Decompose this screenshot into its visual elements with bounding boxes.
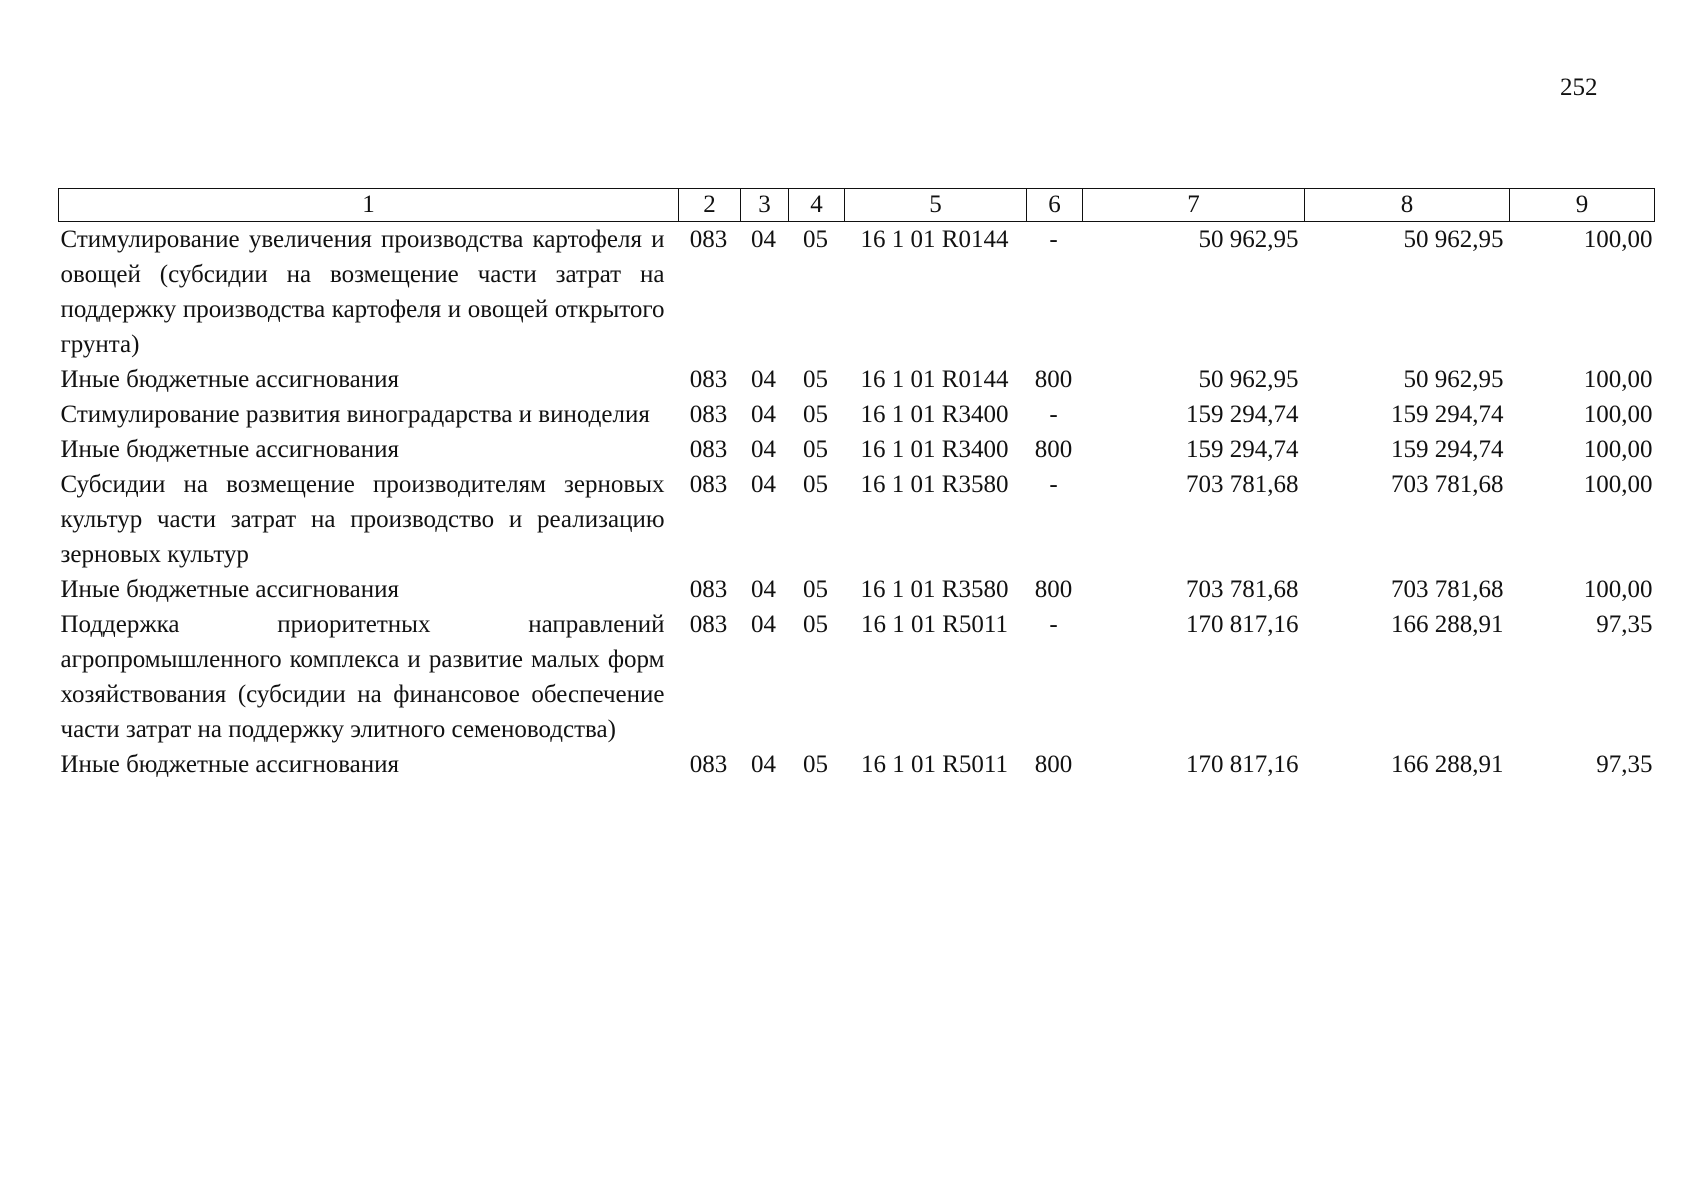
row-subsection-code: 05: [803, 436, 828, 463]
row-section-code: 04: [751, 471, 776, 498]
row-actual-amount: 50 962,95: [1403, 226, 1504, 253]
row-percent: 100,00: [1583, 366, 1653, 393]
row-actual-amount: 50 962,95: [1403, 366, 1504, 393]
row-section-code: 04: [751, 576, 776, 603]
table-row: [59, 607, 1655, 747]
row-subsection-code: 05: [803, 751, 828, 778]
row-name: Стимулирование развития виноградарства и виноделия: [60, 401, 650, 428]
header-col-3: 3: [741, 189, 789, 222]
row-percent: 100,00: [1583, 226, 1653, 253]
row-ministry-code: 083: [689, 226, 728, 253]
row-target-code: 16 1 01 R5011: [861, 611, 1008, 638]
row-expense-type: -: [1049, 471, 1058, 498]
page-number: 252: [1560, 74, 1598, 101]
row-target-code: 16 1 01 R3400: [860, 401, 1009, 428]
row-subsection-code: 05: [803, 576, 828, 603]
row-planned-amount: 50 962,95: [1198, 366, 1299, 393]
row-subsection-code: 05: [803, 401, 828, 428]
row-ministry-code: 083: [689, 751, 728, 778]
row-actual-amount: 703 781,68: [1391, 576, 1504, 603]
row-percent: 100,00: [1583, 471, 1653, 498]
table-body: [59, 222, 1655, 783]
row-percent: 97,35: [1596, 751, 1653, 778]
row-target-code: 16 1 01 R0144: [860, 366, 1009, 393]
row-section-code: 04: [751, 401, 776, 428]
row-actual-amount: 159 294,74: [1391, 401, 1504, 428]
row-planned-amount: 159 294,74: [1186, 401, 1299, 428]
row-subsection-code: 05: [803, 366, 828, 393]
table-row: [59, 432, 1655, 467]
row-planned-amount: 159 294,74: [1186, 436, 1299, 463]
header-col-1: 1: [59, 189, 679, 222]
row-expense-type: -: [1049, 401, 1058, 428]
row-name: Иные бюджетные ассигнования: [60, 366, 400, 393]
row-ministry-code: 083: [689, 436, 728, 463]
row-name: Стимулирование увеличения производства картофеля и овощей (субсидии на возмещение части затрат на поддержку производства картофеля и овощей открытого грунта): [60, 226, 665, 358]
row-name: Иные бюджетные ассигнования: [60, 436, 400, 463]
row-subsection-code: 05: [803, 471, 828, 498]
row-subsection-code: 05: [803, 226, 828, 253]
row-section-code: 04: [751, 751, 776, 778]
row-target-code: 16 1 01 R3580: [860, 471, 1009, 498]
row-ministry-code: 083: [689, 471, 728, 498]
row-ministry-code: 083: [689, 401, 728, 428]
row-actual-amount: 166 288,91: [1391, 751, 1504, 778]
row-target-code: 16 1 01 R0144: [860, 226, 1009, 253]
header-col-9: 9: [1510, 189, 1655, 222]
row-ministry-code: 083: [689, 366, 728, 393]
row-expense-type: 800: [1034, 576, 1073, 603]
row-target-code: 16 1 01 R3580: [860, 576, 1009, 603]
table-header: [59, 189, 1655, 222]
budget-table: [58, 188, 1655, 782]
row-percent: 100,00: [1583, 576, 1653, 603]
row-section-code: 04: [751, 366, 776, 393]
row-ministry-code: 083: [689, 576, 728, 603]
row-percent: 100,00: [1583, 436, 1653, 463]
row-percent: 97,35: [1596, 611, 1653, 638]
row-planned-amount: 703 781,68: [1186, 576, 1299, 603]
row-subsection-code: 05: [803, 611, 828, 638]
header-col-2: 2: [679, 189, 741, 222]
header-col-8: 8: [1305, 189, 1510, 222]
row-planned-amount: 703 781,68: [1186, 471, 1299, 498]
row-percent: 100,00: [1583, 401, 1653, 428]
row-actual-amount: 159 294,74: [1391, 436, 1504, 463]
row-section-code: 04: [751, 436, 776, 463]
row-expense-type: 800: [1034, 436, 1073, 463]
header-col-7: 7: [1083, 189, 1305, 222]
row-name: Иные бюджетные ассигнования: [60, 751, 400, 778]
row-section-code: 04: [751, 611, 776, 638]
row-target-code: 16 1 01 R3400: [860, 436, 1009, 463]
row-name: Поддержка приоритетных направлений агропромышленного комплекса и развитие малых форм хозяйствования (субсидии на финансовое обеспечение части затрат на поддержку элитного семеноводства): [60, 611, 665, 743]
header-col-5: 5: [845, 189, 1027, 222]
row-expense-type: -: [1049, 611, 1058, 638]
table-row: [59, 572, 1655, 607]
row-name: Иные бюджетные ассигнования: [60, 576, 400, 603]
table-row: [59, 222, 1655, 363]
table-row: [59, 362, 1655, 397]
row-expense-type: 800: [1034, 751, 1073, 778]
row-ministry-code: 083: [689, 611, 728, 638]
row-planned-amount: 170 817,16: [1186, 611, 1299, 638]
row-planned-amount: 170 817,16: [1186, 751, 1299, 778]
row-name: Субсидии на возмещение производителям зерновых культур части затрат на производство и реализацию зерновых культур: [60, 471, 665, 568]
table-row: [59, 467, 1655, 572]
row-expense-type: -: [1049, 226, 1058, 253]
row-actual-amount: 166 288,91: [1391, 611, 1504, 638]
row-planned-amount: 50 962,95: [1198, 226, 1299, 253]
table-row: [59, 747, 1655, 782]
header-col-4: 4: [789, 189, 845, 222]
header-col-6: 6: [1027, 189, 1083, 222]
row-section-code: 04: [751, 226, 776, 253]
row-actual-amount: 703 781,68: [1391, 471, 1504, 498]
header-row: [59, 189, 1655, 222]
table-row: [59, 397, 1655, 432]
row-target-code: 16 1 01 R5011: [861, 751, 1008, 778]
row-expense-type: 800: [1034, 366, 1073, 393]
